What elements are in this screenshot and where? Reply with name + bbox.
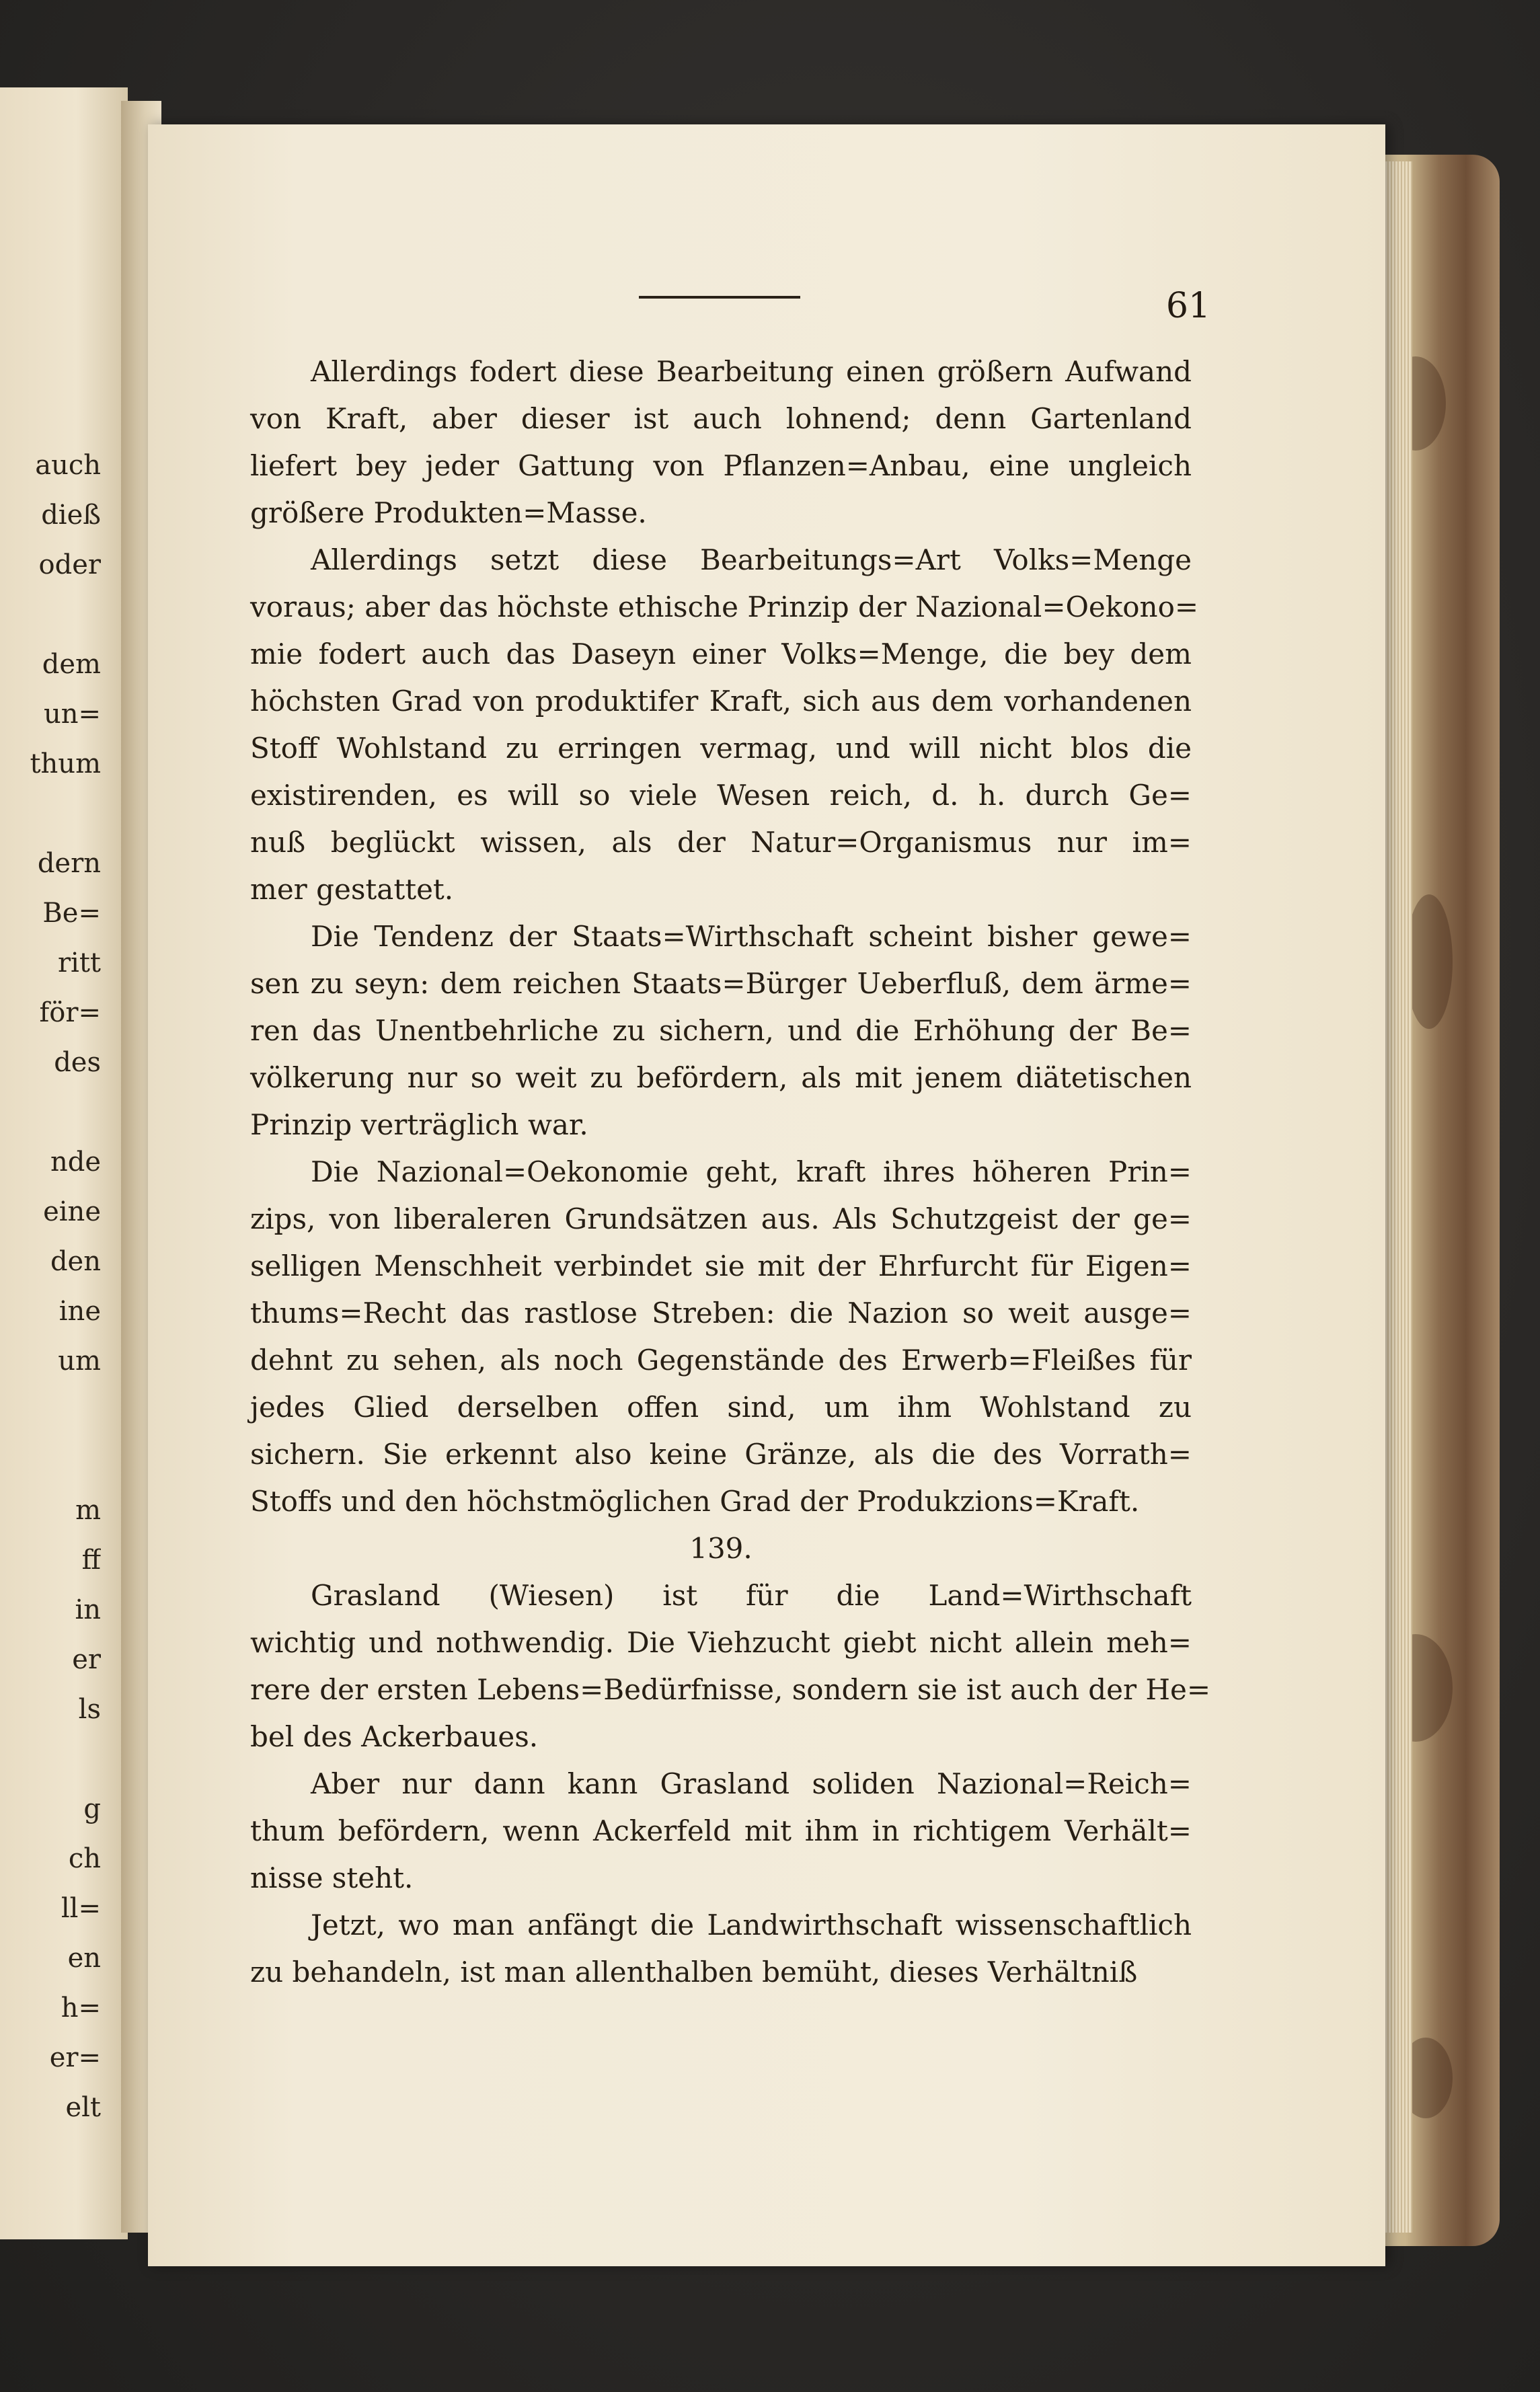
left-page-fragment	[0, 590, 101, 640]
left-page-fragment: thum	[30, 748, 101, 779]
left-page-fragment	[0, 1386, 101, 1436]
left-page	[0, 87, 128, 2239]
left-page-text-fragments	[0, 440, 101, 2122]
left-page-fragment: eine	[43, 1196, 101, 1227]
paragraph	[250, 348, 1192, 537]
left-page-fragment: ff	[81, 1545, 101, 1576]
left-page-fragment: in	[75, 1594, 101, 1625]
left-page-fragment: er	[72, 1644, 101, 1675]
text-line: voraus; aber das höchste ethische Prinzip der Nazional=Oekono=	[250, 590, 1199, 623]
left-page-fragment: ll=	[61, 1893, 101, 1924]
paragraph	[250, 913, 1192, 1149]
left-page-fragment: dem	[42, 649, 101, 680]
left-page-fragment: nde	[50, 1147, 101, 1178]
paragraph	[250, 1902, 1192, 1996]
text-line: ren das Unentbehrliche zu sichern, und die Erhöhung der Be=	[250, 1014, 1192, 1047]
text-line: Stoff Wohlstand zu erringen vermag, und will nicht blos die	[250, 732, 1192, 765]
text-line: Allerdings setzt diese Bearbeitungs=Art Volks=Menge	[311, 543, 1192, 576]
header-rule	[639, 296, 800, 299]
left-page-fragment: h=	[61, 1993, 101, 2023]
text-line: liefert bey jeder Gattung von Pflanzen=Anbau, eine ungleich	[250, 449, 1192, 482]
left-page-fragment: ritt	[57, 948, 101, 978]
left-page-fragment: ch	[68, 1843, 101, 1874]
left-page-fragment: för=	[39, 997, 101, 1028]
text-line: thums=Recht das rastlose Streben: die Nazion so weit ausge=	[250, 1297, 1192, 1329]
left-page-fragment: oder	[38, 549, 101, 580]
left-page-fragment	[0, 1436, 101, 1486]
text-line: bel des Ackerbaues.	[250, 1720, 539, 1753]
text-line: thum befördern, wenn Ackerfeld mit ihm in richtigem Verhält=	[250, 1814, 1192, 1847]
text-line: Allerdings fodert diese Bearbeitung einen größern Aufwand	[311, 355, 1192, 388]
left-page-fragment: den	[50, 1246, 101, 1277]
left-page-fragment: en	[67, 1943, 101, 1974]
text-line: größere Produkten=Masse.	[250, 496, 647, 529]
text-line: jedes Glied derselben offen sind, um ihm Wohlstand zu	[250, 1391, 1192, 1424]
text-line: existirenden, es will so viele Wesen reich, d. h. durch Ge=	[250, 779, 1192, 812]
left-page-fragment: ine	[59, 1296, 101, 1327]
text-line: mie fodert auch das Daseyn einer Volks=Menge, die bey dem	[250, 638, 1192, 670]
text-line: Jetzt, wo man anfängt die Landwirthschaft wissenschaftlich	[311, 1908, 1192, 1941]
text-line: Stoffs und den höchstmöglichen Grad der Produkzions=Kraft.	[250, 1485, 1140, 1518]
text-line: dehnt zu sehen, als noch Gegenstände des Erwerb=Fleißes für	[250, 1344, 1192, 1377]
left-page-fragment: m	[75, 1495, 101, 1526]
left-page-fragment: elt	[65, 2092, 101, 2123]
text-line: nisse steht.	[250, 1861, 414, 1894]
text-line: Die Tendenz der Staats=Wirthschaft scheint bisher gewe=	[311, 920, 1192, 953]
left-page-fragment: auch	[35, 450, 101, 481]
text-line: von Kraft, aber dieser ist auch lohnend; denn Gartenland	[250, 402, 1192, 435]
section-number-text: 139.	[689, 1532, 753, 1565]
text-line: Die Nazional=Oekonomie geht, kraft ihres höheren Prin=	[311, 1155, 1192, 1188]
paragraph	[250, 1761, 1192, 1902]
text-line: wichtig und nothwendig. Die Viehzucht giebt nicht allein meh=	[250, 1626, 1192, 1659]
text-line: Prinzip verträglich war.	[250, 1108, 588, 1141]
left-page-fragment	[0, 1087, 101, 1137]
text-line: sen zu seyn: dem reichen Staats=Bürger Ueberfluß, dem ärme=	[250, 967, 1192, 1000]
left-page-fragment: um	[58, 1346, 101, 1377]
page-body	[250, 348, 1211, 1996]
left-page-fragment: un=	[43, 699, 101, 730]
text-line: selligen Menschheit verbindet sie mit der Ehrfurcht für Eigen=	[250, 1249, 1192, 1282]
left-page-fragment: dern	[37, 848, 101, 879]
text-line: zu behandeln, ist man allenthalben bemüht, dieses Verhältniß	[250, 1956, 1138, 1989]
text-line: Grasland (Wiesen) ist für die Land=Wirthschaft	[311, 1579, 1192, 1612]
left-page-fragment: ls	[78, 1694, 101, 1725]
left-page-fragment: dieß	[41, 500, 101, 531]
text-line: rere der ersten Lebens=Bedürfnisse, sondern sie ist auch der He=	[250, 1673, 1211, 1706]
left-page-fragment	[0, 1734, 101, 1784]
text-line: mer gestattet.	[250, 873, 454, 906]
left-page-fragment: er=	[49, 2042, 101, 2073]
text-line: völkerung nur so weit zu befördern, als mit jenem diätetischen	[250, 1061, 1192, 1094]
text-line: höchsten Grad von produktifer Kraft, sich aus dem vorhandenen	[250, 685, 1192, 718]
text-line: zips, von liberaleren Grundsätzen aus. Als Schutzgeist der ge=	[250, 1202, 1192, 1235]
text-line: Aber nur dann kann Grasland soliden Nazional=Reich=	[311, 1767, 1192, 1800]
text-line: nuß beglückt wissen, als der Natur=Organismus nur im=	[250, 826, 1192, 859]
page-number: 61	[1165, 286, 1210, 326]
left-page-fragment: Be=	[42, 898, 101, 929]
left-page-fragment: des	[54, 1047, 101, 1078]
paragraph	[250, 1149, 1192, 1525]
paragraph	[250, 537, 1199, 913]
paragraph	[250, 1572, 1211, 1761]
left-page-fragment	[0, 789, 101, 839]
text-line: sichern. Sie erkennt also keine Gränze, als die des Vorrath=	[250, 1438, 1192, 1471]
left-page-fragment: g	[83, 1793, 101, 1824]
section-number	[250, 1525, 1192, 1572]
